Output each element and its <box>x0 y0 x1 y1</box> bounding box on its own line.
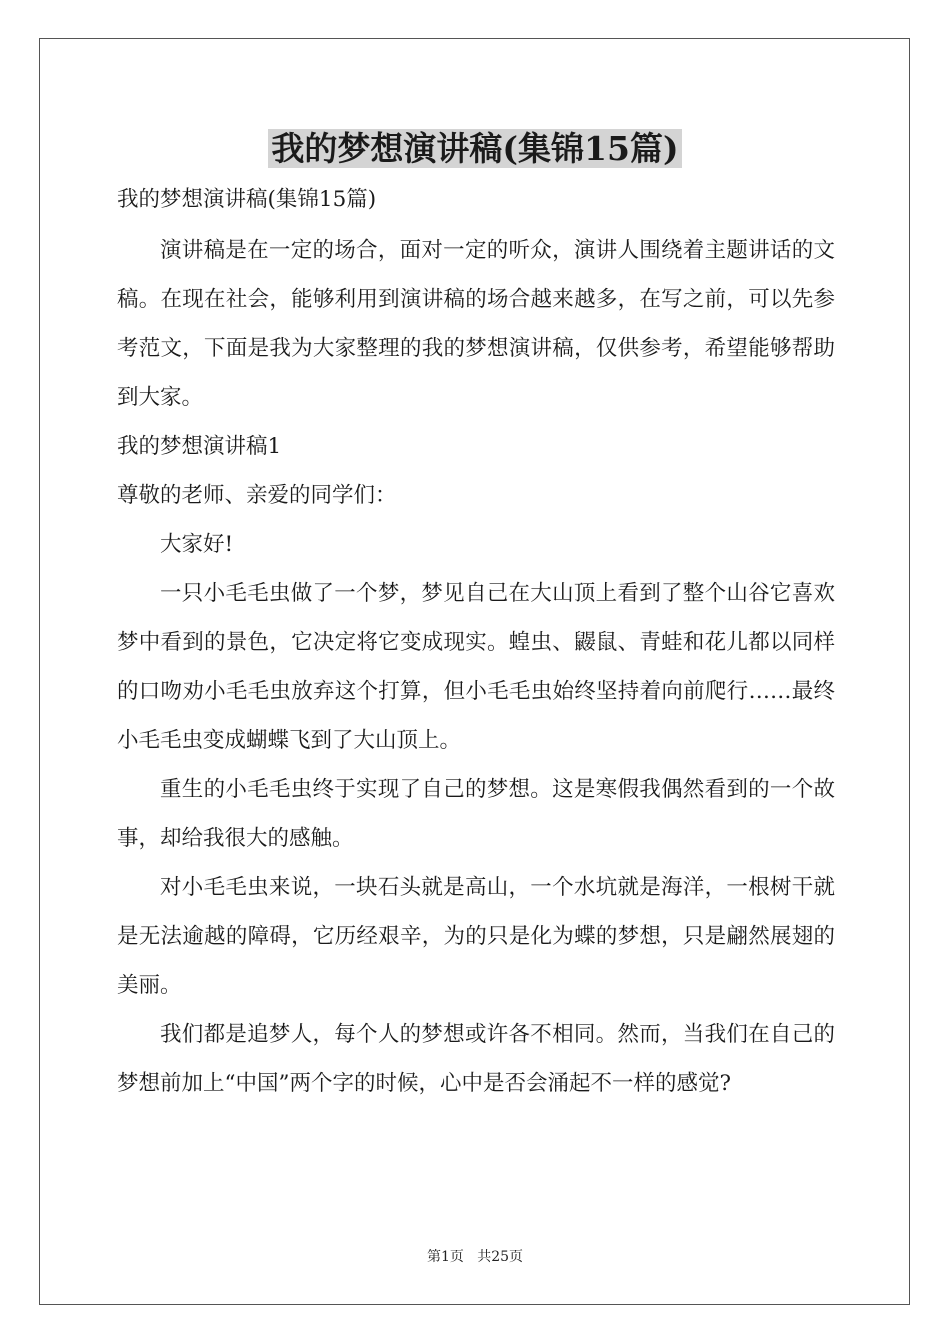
document-title-text: 我的梦想演讲稿(集锦15篇) <box>268 129 681 168</box>
document-subtitle: 我的梦想演讲稿(集锦15篇) <box>117 187 377 212</box>
body-paragraph: 重生的小毛毛虫终于实现了自己的梦想。这是寒假我偶然看到的一个故事，却给我很大的感触。 <box>117 777 835 851</box>
salutation: 尊敬的老师、亲爱的同学们： <box>117 483 397 508</box>
greeting: 大家好! <box>160 532 234 557</box>
intro-paragraph: 演讲稿是在一定的场合，面对一定的听众，演讲人围绕着主题讲话的文稿。在现在社会，能够利用到演讲稿的场合越来越多，在写之前，可以先参考范文，下面是我为大家整理的我的梦想演讲稿，仅供参考，希望能够帮助到大家。 <box>117 238 835 410</box>
page-number-footer: 第1页 共25页 <box>426 1249 524 1265</box>
body-paragraph: 一只小毛毛虫做了一个梦，梦见自己在大山顶上看到了整个山谷它喜欢梦中看到的景色，它决定将它变成现实。蝗虫、鼹鼠、青蛙和花儿都以同样的口吻劝小毛毛虫放弃这个打算，但小毛毛虫始终坚持着向前爬行……最终小毛毛虫变成蝴蝶飞到了大山顶上。 <box>117 581 835 753</box>
document-title <box>0 126 950 172</box>
document-body <box>117 175 835 1108</box>
section-heading: 我的梦想演讲稿1 <box>117 434 282 459</box>
body-paragraph: 对小毛毛虫来说，一块石头就是高山，一个水坑就是海洋，一根树干就是无法逾越的障碍，它历经艰辛，为的只是化为蝶的梦想，只是翩然展翅的美丽。 <box>117 875 835 998</box>
body-paragraph: 我们都是追梦人，每个人的梦想或许各不相同。然而，当我们在自己的梦想前加上“中国”两个字的时候，心中是否会涌起不一样的感觉? <box>117 1022 835 1096</box>
